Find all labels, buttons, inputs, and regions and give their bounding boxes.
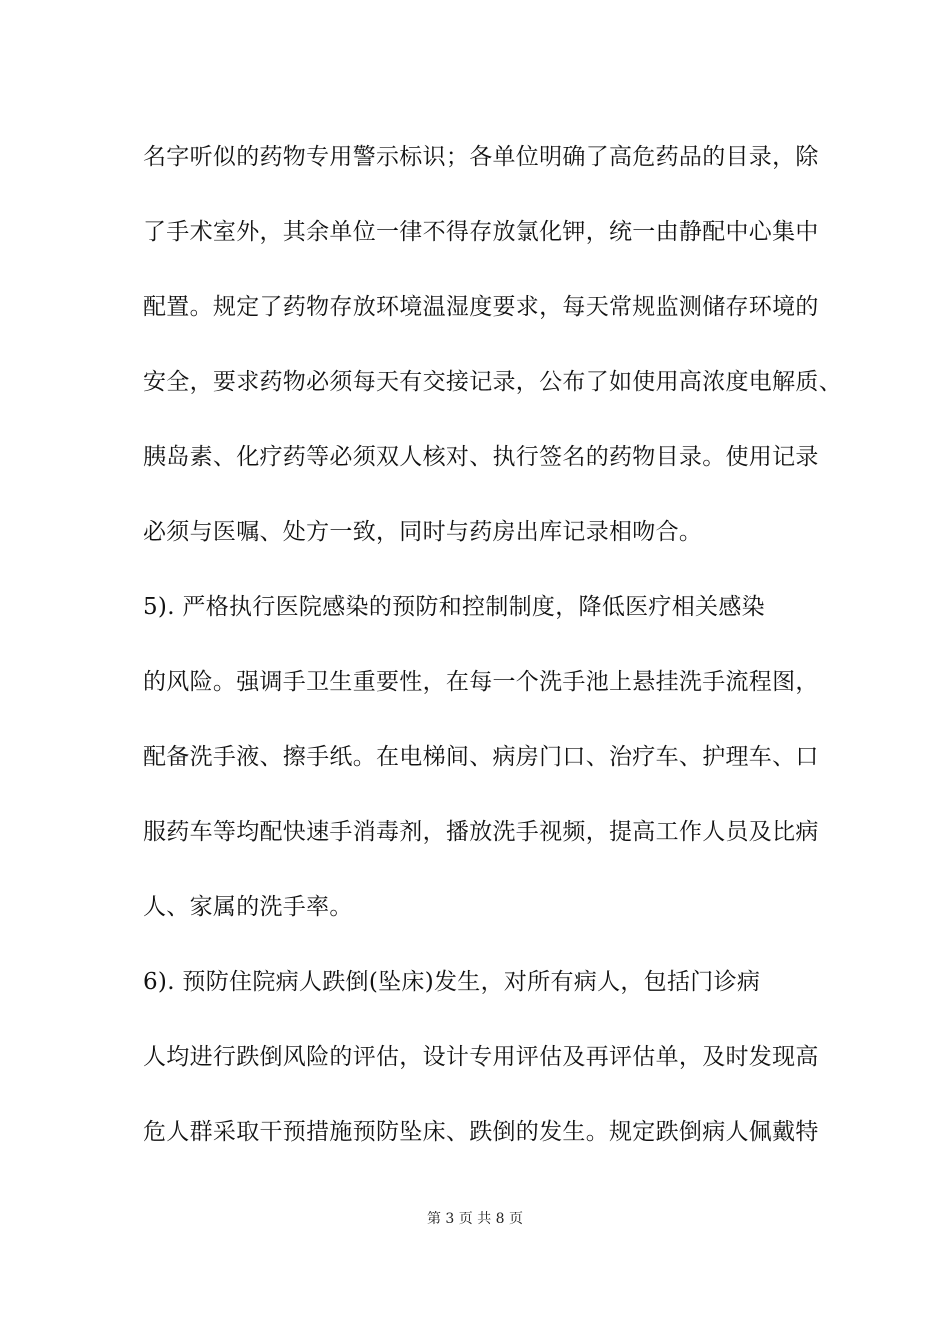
page-number-footer: 第 3 页 共 8 页 (426, 1211, 524, 1227)
body-text-line: 配置。规定了药物存放环境温湿度要求，每天常规监测储存环境的 (143, 294, 819, 320)
body-text-line: 安全，要求药物必须每天有交接记录，公布了如使用高浓度电解质、 (143, 369, 842, 395)
body-text-line: 必须与医嘱、处方一致，同时与药房出库记录相吻合。 (143, 519, 703, 545)
body-text-line: 配备洗手液、擦手纸。在电梯间、病房门口、治疗车、护理车、口 (143, 744, 819, 770)
body-text-line: 人、家属的洗手率。 (143, 894, 353, 920)
body-text-line: 6). 预防住院病人跌倒(坠床)发生，对所有病人，包括门诊病 (143, 969, 761, 995)
body-text-line: 人均进行跌倒风险的评估，设计专用评估及再评估单，及时发现高 (143, 1044, 819, 1070)
body-text-line: 了手术室外，其余单位一律不得存放氯化钾，统一由静配中心集中 (143, 219, 819, 245)
body-text-line: 名字听似的药物专用警示标识；各单位明确了高危药品的目录，除 (143, 144, 819, 170)
body-text-line: 的风险。强调手卫生重要性，在每一个洗手池上悬挂洗手流程图， (143, 669, 819, 695)
body-text-line: 5). 严格执行医院感染的预防和控制制度，降低医疗相关感染 (143, 594, 765, 620)
body-text-line: 服药车等均配快速手消毒剂，播放洗手视频，提高工作人员及比病 (143, 819, 819, 845)
body-text-line: 危人群采取干预措施预防坠床、跌倒的发生。规定跌倒病人佩戴特 (143, 1119, 819, 1145)
body-text-line: 胰岛素、化疗药等必须双人核对、执行签名的药物目录。使用记录 (143, 444, 819, 470)
